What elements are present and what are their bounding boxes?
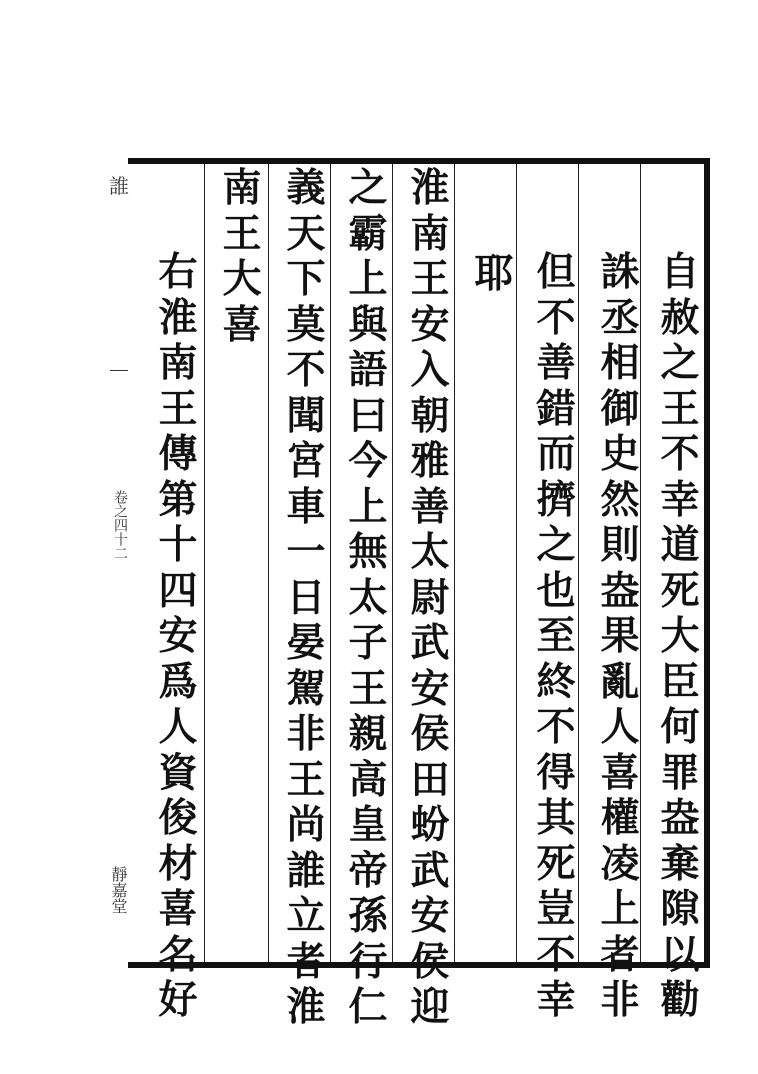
column-character: 不 bbox=[536, 294, 576, 341]
column-character: 義 bbox=[286, 165, 326, 211]
column-character: 朝 bbox=[410, 392, 450, 439]
column-character: 人 bbox=[600, 704, 640, 750]
column-character: 四 bbox=[158, 567, 198, 614]
column-character: 果 bbox=[600, 613, 640, 659]
column-character: 莫 bbox=[286, 301, 326, 348]
column-character: 善 bbox=[536, 340, 576, 386]
column-character: 仁 bbox=[348, 984, 388, 1030]
margin-rule bbox=[110, 370, 128, 371]
column-character: 凌 bbox=[600, 840, 640, 887]
column-character: 俊 bbox=[158, 795, 198, 841]
column-character: 語 bbox=[348, 347, 388, 393]
column-character: 高 bbox=[348, 756, 388, 803]
column-character: 道 bbox=[660, 522, 700, 568]
column-character: 之 bbox=[348, 165, 388, 211]
column-character: 帝 bbox=[348, 847, 388, 894]
column-character: 不 bbox=[536, 704, 576, 750]
column-character: 王 bbox=[660, 385, 700, 432]
column-character: 日 bbox=[286, 574, 326, 621]
column-character: 不 bbox=[536, 931, 576, 978]
column-character: 爲 bbox=[158, 658, 198, 705]
column-character: 無 bbox=[348, 529, 388, 575]
column-character: 一 bbox=[286, 529, 326, 575]
column-character: 臣 bbox=[660, 658, 700, 705]
column-character: 大 bbox=[222, 256, 262, 302]
text-column-7 bbox=[278, 166, 334, 1031]
column-character: 得 bbox=[536, 749, 576, 796]
column-character: 幸 bbox=[536, 977, 576, 1023]
text-column-4 bbox=[466, 252, 522, 298]
column-character: 其 bbox=[536, 795, 576, 841]
column-character: 耶 bbox=[474, 251, 514, 297]
column-character: 聞 bbox=[286, 392, 326, 439]
column-character: 棄 bbox=[660, 840, 700, 887]
column-character: 淮 bbox=[410, 165, 450, 211]
column-character: 子 bbox=[348, 620, 388, 666]
column-character: 王 bbox=[286, 756, 326, 803]
text-column-2 bbox=[592, 250, 648, 1024]
column-character: 喜 bbox=[222, 301, 262, 348]
column-character: 死 bbox=[660, 567, 700, 614]
column-character: 死 bbox=[536, 840, 576, 887]
column-character: 誰 bbox=[286, 847, 326, 894]
column-character: 雅 bbox=[410, 438, 450, 484]
column-character: 善 bbox=[410, 483, 450, 530]
column-character: 田 bbox=[410, 756, 450, 803]
column-character: 十 bbox=[158, 522, 198, 568]
column-character: 隙 bbox=[660, 886, 700, 932]
column-character: 至 bbox=[536, 613, 576, 659]
column-character: 淮 bbox=[286, 984, 326, 1030]
text-column-3 bbox=[528, 250, 584, 1024]
column-character: 天 bbox=[286, 210, 326, 257]
column-character: 安 bbox=[410, 301, 450, 348]
column-character: 安 bbox=[410, 665, 450, 712]
column-character: 豈 bbox=[536, 886, 576, 932]
column-character: 者 bbox=[286, 938, 326, 985]
column-character: 與 bbox=[348, 301, 388, 348]
column-character: 則 bbox=[600, 522, 640, 568]
column-character: 第 bbox=[158, 476, 198, 523]
column-character: 勸 bbox=[660, 977, 700, 1023]
column-character: 南 bbox=[410, 210, 450, 257]
text-column-8 bbox=[214, 166, 270, 348]
column-character: 盎 bbox=[660, 795, 700, 841]
column-character: 侯 bbox=[410, 711, 450, 757]
column-character: 不 bbox=[660, 431, 700, 477]
column-character: 大 bbox=[660, 613, 700, 659]
column-character: 以 bbox=[660, 931, 700, 978]
column-character: 也 bbox=[536, 567, 576, 614]
column-character: 南 bbox=[222, 165, 262, 211]
margin-title-char: 誰 bbox=[109, 174, 129, 198]
column-character: 皇 bbox=[348, 802, 388, 848]
column-character: 尚 bbox=[286, 802, 326, 848]
text-column-5 bbox=[402, 166, 458, 1031]
text-column-1 bbox=[652, 250, 708, 1024]
column-character: 太 bbox=[348, 574, 388, 621]
column-character: 擠 bbox=[536, 476, 576, 523]
column-character: 而 bbox=[536, 431, 576, 477]
text-column-9 bbox=[150, 250, 206, 1024]
column-character: 安 bbox=[410, 893, 450, 939]
column-character: 非 bbox=[286, 711, 326, 757]
margin-strip bbox=[108, 160, 130, 968]
column-character: 立 bbox=[286, 893, 326, 939]
column-character: 資 bbox=[158, 749, 198, 796]
column-character: 霸 bbox=[348, 210, 388, 257]
column-character: 終 bbox=[536, 658, 576, 705]
column-character: 者 bbox=[600, 931, 640, 978]
column-character: 之 bbox=[660, 340, 700, 386]
column-character: 上 bbox=[348, 483, 388, 530]
column-character: 太 bbox=[410, 529, 450, 575]
column-character: 喜 bbox=[600, 749, 640, 796]
column-character: 上 bbox=[600, 886, 640, 932]
column-character: 人 bbox=[158, 704, 198, 750]
column-character: 入 bbox=[410, 347, 450, 393]
column-character: 今 bbox=[348, 438, 388, 484]
column-character: 淮 bbox=[158, 294, 198, 341]
margin-volume-label: 卷之四十二 bbox=[112, 490, 128, 560]
column-character: 親 bbox=[348, 711, 388, 757]
column-character: 權 bbox=[600, 795, 640, 841]
column-character: 喜 bbox=[158, 886, 198, 932]
column-character: 王 bbox=[348, 665, 388, 712]
column-character: 何 bbox=[660, 704, 700, 750]
column-character: 右 bbox=[158, 249, 198, 295]
column-character: 赦 bbox=[660, 294, 700, 341]
column-character: 上 bbox=[348, 256, 388, 302]
column-character: 丞 bbox=[600, 294, 640, 341]
column-character: 孫 bbox=[348, 893, 388, 939]
column-character: 史 bbox=[600, 431, 640, 477]
column-character: 王 bbox=[158, 385, 198, 432]
column-character: 王 bbox=[410, 256, 450, 302]
column-character: 行 bbox=[348, 938, 388, 985]
column-character: 安 bbox=[158, 613, 198, 659]
column-character: 下 bbox=[286, 256, 326, 302]
column-character: 宮 bbox=[286, 438, 326, 484]
text-column-6 bbox=[340, 166, 396, 1031]
column-character: 傳 bbox=[158, 431, 198, 477]
column-character: 但 bbox=[536, 249, 576, 295]
column-character: 盎 bbox=[600, 567, 640, 614]
column-character: 自 bbox=[660, 249, 700, 295]
column-character: 王 bbox=[222, 210, 262, 257]
column-character: 武 bbox=[410, 620, 450, 666]
column-character: 迎 bbox=[410, 984, 450, 1030]
column-character: 不 bbox=[286, 347, 326, 393]
column-character: 武 bbox=[410, 847, 450, 894]
column-character: 晏 bbox=[286, 620, 326, 666]
column-character: 誅 bbox=[600, 249, 640, 295]
column-character: 罪 bbox=[660, 749, 700, 796]
column-character: 之 bbox=[536, 522, 576, 568]
column-character: 蚡 bbox=[410, 802, 450, 848]
column-character: 幸 bbox=[660, 476, 700, 523]
column-character: 錯 bbox=[536, 385, 576, 432]
column-character: 御 bbox=[600, 385, 640, 432]
margin-bottom-label: 靜嘉堂 bbox=[109, 866, 128, 914]
column-character: 亂 bbox=[600, 658, 640, 705]
column-character: 曰 bbox=[348, 392, 388, 439]
column-character: 名 bbox=[158, 931, 198, 978]
column-character: 駕 bbox=[286, 665, 326, 712]
column-character: 然 bbox=[600, 476, 640, 523]
column-character: 材 bbox=[158, 840, 198, 887]
column-character: 尉 bbox=[410, 574, 450, 621]
column-character: 車 bbox=[286, 483, 326, 530]
column-character: 非 bbox=[600, 977, 640, 1023]
column-character: 好 bbox=[158, 977, 198, 1023]
column-character: 相 bbox=[600, 340, 640, 386]
column-character: 侯 bbox=[410, 938, 450, 985]
column-character: 南 bbox=[158, 340, 198, 386]
